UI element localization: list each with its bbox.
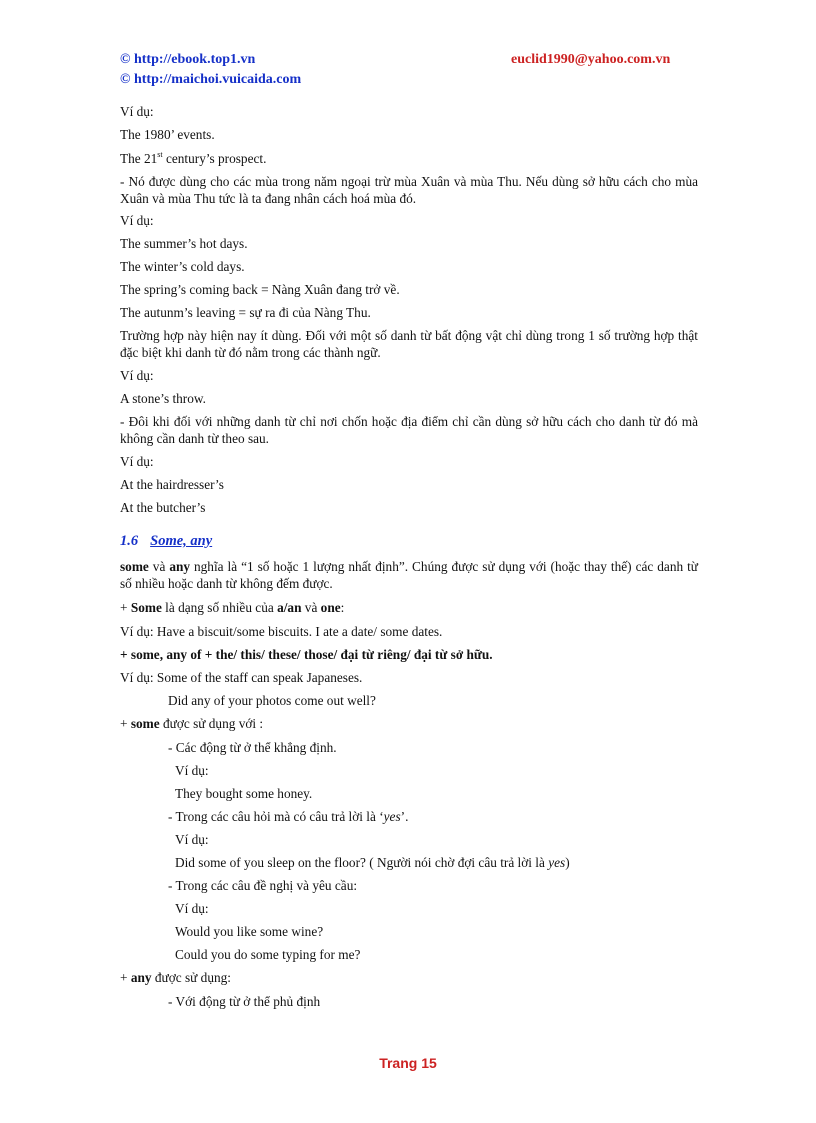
example-honey: They bought some honey. (175, 786, 313, 801)
example-hairdresser: At the hairdresser’s (120, 477, 224, 492)
header-email[interactable]: euclid1990@yahoo.com.vn (511, 52, 671, 67)
section-title-link[interactable]: Some, any (150, 533, 213, 549)
header-link-ebook[interactable]: © http://ebook.top1.vn (120, 52, 256, 67)
example-staff: Ví dụ: Some of the staff can speak Japaneses. (120, 670, 363, 685)
some-usage-heading: + some được sử dụng với : (120, 716, 264, 731)
example-label: Ví dụ: (175, 763, 209, 778)
example-label: Ví dụ: (120, 368, 154, 383)
case-negative: - Với động từ ở thể phủ định (168, 994, 321, 1009)
example-typing: Could you do some typing for me? (175, 947, 361, 962)
example-wine: Would you like some wine? (175, 924, 324, 939)
some-plural-rule: + Some là dạng số nhiều của a/an và one: (120, 600, 345, 615)
section-heading (120, 533, 212, 550)
example-biscuit: Ví dụ: Have a biscuit/some biscuits. I ate a date/ some dates. (120, 624, 443, 639)
case-yes-question: - Trong các câu hỏi mà có câu trả lời là ‘yes’. (168, 809, 409, 824)
section-number: 1.6 (120, 533, 139, 549)
case-affirmative: - Các động từ ở thể khẳng định. (168, 740, 337, 755)
seasons-paragraph: - Nó được dùng cho các mùa trong năm ngoại trừ mùa Xuân và mùa Thu. Nếu dùng sở hữu cách cho mùa Xuân và mùa Thu tức là ta đang nhân cách hoá mùa đó. (120, 174, 698, 206)
example-1980: The 1980’ events. (120, 127, 215, 142)
page-number: Trang 15 (379, 1055, 437, 1071)
example-winter: The winter’s cold days. (120, 259, 245, 274)
case-offers-requests: - Trong các câu đề nghị và yêu cầu: (168, 878, 358, 893)
example-spring: The spring’s coming back = Nàng Xuân đang trở về. (120, 282, 400, 297)
example-photos: Did any of your photos come out well? (168, 693, 376, 708)
example-label: Ví dụ: (120, 213, 154, 228)
example-butcher: At the butcher’s (120, 500, 206, 515)
example-label: Ví dụ: (120, 454, 154, 469)
example-autumn: The autunm’s leaving = sự ra đi của Nàng Thu. (120, 305, 371, 320)
example-floor: Did some of you sleep on the floor? ( Người nói chờ đợi câu trả lời là yes) (175, 855, 570, 870)
example-label: Ví dụ: (175, 901, 209, 916)
some-any-intro: some và any nghĩa là “1 số hoặc 1 lượng nhất định”. Chúng được sử dụng với (hoặc thay thế) các danh từ số nhiều hoặc danh từ không đếm được. (120, 559, 698, 591)
example-label: Ví dụ: (120, 104, 154, 119)
rare-usage-paragraph: Trường hợp này hiện nay ít dùng. Đối với một số danh từ bất động vật chỉ dùng trong 1 số trường hợp thật đặc biệt khi danh từ đó nằm trong các thành ngữ. (120, 328, 698, 360)
example-stone: A stone’s throw. (120, 391, 206, 406)
example-label: Ví dụ: (175, 832, 209, 847)
places-paragraph: - Đôi khi đối với những danh từ chỉ nơi chốn hoặc địa điểm chỉ cần dùng sở hữu cách cho danh từ đó mà không cần danh từ theo sau. (120, 414, 698, 446)
example-21st-century: The 21st century’s prospect. (120, 150, 267, 166)
some-any-of-rule: + some, any of + the/ this/ these/ those/ đại từ riêng/ đại từ sở hữu. (120, 647, 493, 662)
header-link-maichoi[interactable]: © http://maichoi.vuicaida.com (120, 72, 302, 87)
example-summer: The summer’s hot days. (120, 236, 248, 251)
any-usage-heading: + any được sử dụng: (120, 970, 231, 985)
